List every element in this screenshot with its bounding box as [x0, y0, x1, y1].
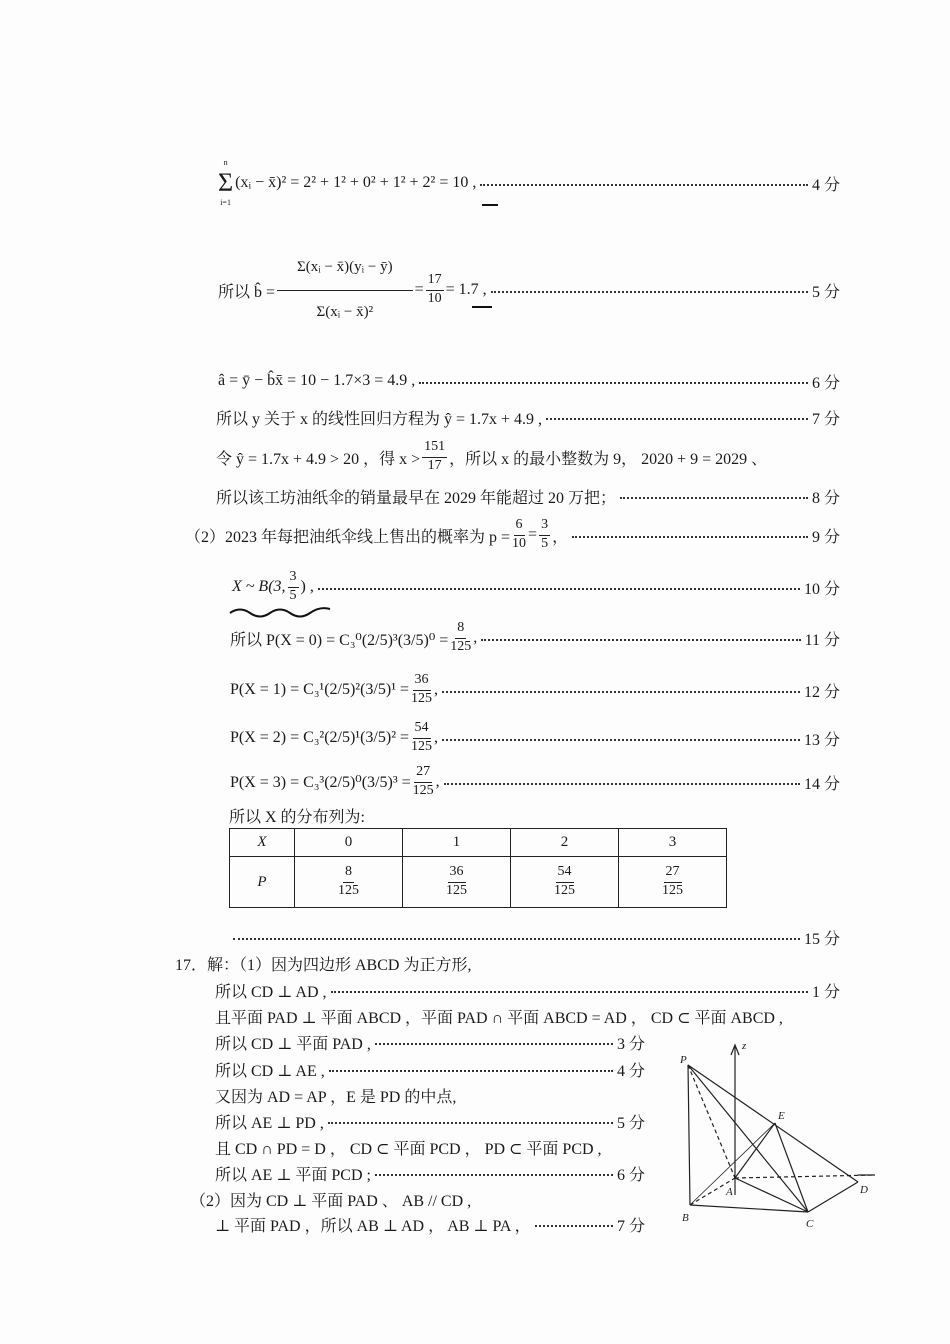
line-score-15: [229, 926, 840, 948]
label-D: D: [860, 1184, 868, 1196]
numerator: 8: [455, 620, 466, 639]
handwritten-mark: [472, 306, 492, 308]
numerator: 3: [288, 569, 299, 588]
sigma-glyph: Σ: [218, 168, 234, 197]
denominator: 10: [427, 291, 442, 306]
numerator: 3: [539, 517, 550, 536]
denominator: 5: [541, 536, 549, 551]
numerator: 54: [413, 720, 431, 739]
fraction: [288, 569, 299, 605]
fraction: [450, 620, 471, 656]
fraction: [411, 672, 432, 708]
sum-upper: n: [223, 158, 228, 167]
score: 14 分: [803, 775, 840, 793]
numerator: 6: [514, 517, 525, 536]
x-axis: [735, 1175, 875, 1178]
score: 11 分: [804, 631, 840, 649]
numerator: 151: [422, 439, 447, 458]
label-B: B: [682, 1212, 689, 1224]
line-inequality: [216, 436, 840, 478]
denominator: 5: [289, 588, 297, 603]
probability-line: [230, 762, 840, 802]
fraction: [426, 272, 444, 308]
numerator: 54: [556, 864, 574, 883]
formula: P(X = 1) = C₃¹(2/5)²(3/5)¹ =: [230, 681, 410, 698]
dot-leader: [331, 991, 808, 993]
dot-leader: [328, 1122, 613, 1124]
line-score-4: [218, 156, 840, 210]
line-score-6: [218, 370, 840, 392]
table-cell: [619, 857, 727, 908]
score: 1 分: [811, 983, 840, 1001]
distribution-label: [229, 804, 365, 826]
numerator: 36: [448, 864, 466, 883]
equals: =: [528, 526, 538, 543]
label-P: P: [680, 1054, 687, 1066]
formula-result: = 1.7 ,: [445, 281, 487, 298]
text: 令 ŷ = 1.7x + 4.9 > 20 ，得 x >: [216, 450, 421, 468]
numerator: 27: [664, 864, 682, 883]
denominator: 125: [411, 739, 433, 754]
line-score-7: [216, 406, 840, 428]
formula: (xᵢ − x̄)² = 2² + 1² + 0² + 1² + 2² = 10 ,: [235, 174, 477, 191]
formula-prefix: 所以 b̂ =: [218, 283, 276, 301]
formula: P(X = 2) = C₃²(2/5)¹(3/5)² =: [230, 729, 410, 746]
fraction: [411, 720, 432, 756]
table-cell: [511, 857, 619, 908]
dot-leader: [375, 1043, 613, 1045]
numerator: 17: [426, 272, 444, 291]
score: 6 分: [616, 1166, 645, 1184]
dot-leader: [233, 938, 800, 940]
text: 且 CD ∩ PD = D ， CD ⊂ 平面 PCD ， PD ⊂ 平面 PCD ,: [215, 1140, 602, 1158]
label-C: C: [806, 1218, 814, 1230]
fraction: [512, 517, 526, 553]
comma: ,: [473, 629, 478, 646]
score: 5 分: [616, 1114, 645, 1132]
header-cell: X: [230, 829, 295, 857]
text: （2）因为 CD ⊥ 平面 PAD 、 AB // CD ,: [190, 1192, 472, 1210]
fraction: [422, 439, 447, 475]
dot-leader: [481, 639, 800, 641]
sum-symbol: [218, 159, 233, 207]
label-E: E: [778, 1110, 785, 1122]
denominator: 125: [411, 691, 433, 706]
proof-line: [215, 1005, 840, 1027]
score: 6 分: [811, 374, 840, 392]
dot-leader: [375, 1174, 613, 1176]
comma: ,: [434, 681, 439, 698]
proof-line: [215, 1031, 645, 1053]
comma: ,: [435, 773, 440, 790]
denominator: 125: [554, 883, 575, 898]
header-cell: P: [230, 857, 295, 908]
pyramid-figure: [660, 1035, 900, 1240]
handwritten-mark: [482, 204, 498, 206]
distribution-table: [229, 828, 727, 908]
text: 又因为 AD = AP ，E 是 PD 的中点,: [215, 1088, 457, 1106]
formula: 所以 P(X = 0) = C₃⁰(2/5)³(3/5)⁰ =: [230, 631, 449, 649]
dot-leader: [535, 1225, 613, 1227]
proof-line: [215, 1058, 645, 1080]
table-cell: [295, 857, 403, 908]
denominator: 125: [338, 883, 359, 898]
proof-line: [215, 1162, 645, 1184]
text: ，所以 x 的最小整数为 9， 2020 + 9 = 2029 、: [449, 450, 768, 468]
denominator: Σ(xᵢ − x̄)²: [316, 303, 374, 320]
denominator: 125: [446, 883, 467, 898]
dot-leader: [442, 691, 800, 693]
score: 15 分: [803, 930, 840, 948]
probability-line: [230, 618, 840, 658]
formula: P(X = 3) = C₃³(2/5)⁰(3/5)³ =: [230, 774, 411, 791]
text: 所以 AE ⊥ 平面 PCD ;: [215, 1166, 371, 1184]
denominator: 125: [450, 639, 472, 654]
text: 所以 CD ⊥ AD ,: [215, 983, 327, 1001]
score: 7 分: [616, 1217, 645, 1235]
score: 3 分: [616, 1035, 645, 1053]
proof-line: [215, 1136, 602, 1158]
text: 17．解：（1）因为四边形 ABCD 为正方形,: [175, 956, 472, 974]
table-cell: 2: [511, 829, 619, 857]
score: 9 分: [811, 528, 840, 546]
score: 4 分: [616, 1062, 645, 1080]
dot-leader: [318, 588, 800, 590]
probability-line: [230, 718, 840, 758]
text: 所以 AE ⊥ PD ,: [215, 1114, 324, 1132]
score: 7 分: [811, 410, 840, 428]
denominator: 125: [662, 883, 683, 898]
probability-line: [230, 670, 840, 710]
line-score-10: [232, 566, 840, 608]
fraction: [539, 517, 550, 553]
dot-leader: [546, 418, 808, 420]
label-z: z: [742, 1040, 747, 1052]
proof-line: [215, 1084, 456, 1106]
dot-leader: [419, 382, 808, 384]
table-row: [230, 829, 727, 857]
sum-lower: i=1: [220, 198, 231, 207]
text: 所以该工坊油纸伞的销量最早在 2029 年能超过 20 万把；: [216, 489, 617, 507]
formula: 所以 y 关于 x 的线性回归方程为 ŷ = 1.7x + 4.9 ,: [216, 410, 543, 428]
formula: â = ȳ − b̂x̄ = 10 − 1.7×3 = 4.9 ,: [218, 372, 416, 389]
score: 4 分: [811, 176, 840, 194]
line-score-9: [185, 514, 840, 556]
table-cell: [403, 857, 511, 908]
line-score-8: [216, 485, 840, 507]
b-hat-fraction: [277, 258, 413, 322]
numerator: 27: [414, 764, 432, 783]
dot-leader: [442, 739, 800, 741]
denominator: 125: [412, 783, 434, 798]
text: 所以 X 的分布列为:: [229, 808, 366, 826]
numerator: 8: [343, 864, 354, 883]
question-17-heading: [175, 952, 471, 974]
denominator: 10: [512, 536, 527, 551]
fraction: [413, 764, 434, 800]
score: 13 分: [803, 731, 840, 749]
proof-line: [215, 1110, 645, 1132]
score: 10 分: [803, 580, 840, 598]
dot-leader: [329, 1070, 613, 1072]
table-cell: 0: [295, 829, 403, 857]
dot-leader: [572, 536, 808, 538]
dot-leader: [444, 783, 800, 785]
text: （2）2023 年每把油纸伞线上售出的概率为 p =: [185, 528, 511, 546]
equals: =: [414, 281, 424, 298]
proof-line: [215, 979, 840, 1001]
text: 所以 CD ⊥ 平面 PAD ,: [215, 1035, 371, 1053]
proof-line: [190, 1188, 471, 1210]
text: ⊥ 平面 PAD ，所以 AB ⊥ AD ， AB ⊥ PA ，: [215, 1217, 531, 1235]
denominator: 17: [427, 458, 442, 473]
score: 12 分: [803, 683, 840, 701]
numerator: 36: [413, 672, 431, 691]
table-row: [230, 857, 727, 908]
text: ) ,: [300, 578, 314, 595]
dot-leader: [620, 497, 808, 499]
dot-leader: [480, 184, 808, 186]
comma: ,: [434, 729, 439, 746]
proof-line: [215, 1213, 645, 1235]
text: 所以 CD ⊥ AE ,: [215, 1062, 325, 1080]
text: X ~ B(3,: [232, 578, 286, 595]
score: 5 分: [811, 283, 840, 301]
numerator: Σ(xᵢ − x̄)(yᵢ − ȳ): [277, 258, 413, 291]
line-score-5: [218, 242, 840, 338]
label-A: A: [726, 1186, 733, 1198]
text: ，: [552, 528, 569, 546]
text: 且平面 PAD ⊥ 平面 ABCD ，平面 PAD ∩ 平面 ABCD = AD ， CD ⊂ 平面 ABCD ,: [215, 1009, 783, 1027]
table-cell: 3: [619, 829, 727, 857]
table-cell: 1: [403, 829, 511, 857]
score: 8 分: [811, 489, 840, 507]
dot-leader: [491, 291, 808, 293]
